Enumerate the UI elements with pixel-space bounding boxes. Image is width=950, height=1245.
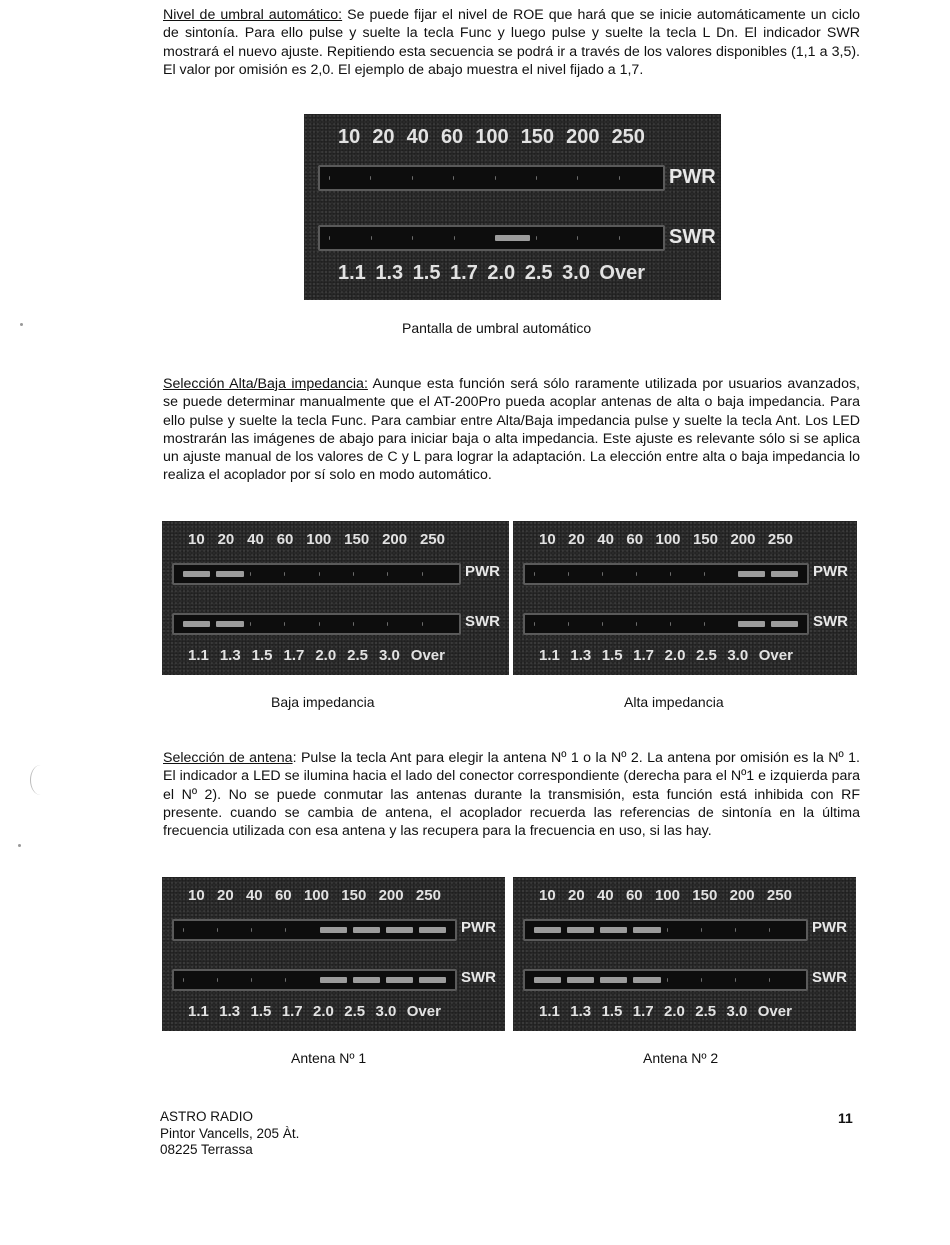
swr-scale-tick: 1.3 [219, 1003, 241, 1020]
pwr-scale [539, 531, 793, 548]
swr-scale-tick: 1.7 [283, 647, 305, 664]
led-segment-off [636, 572, 664, 576]
swr-bar [318, 225, 665, 251]
led-segment-off [387, 572, 415, 576]
led-segment-off [769, 928, 797, 932]
led-segment-off [285, 928, 313, 932]
figure-caption-left: Baja impedancia [271, 694, 375, 710]
led-segment-lit [567, 977, 594, 983]
led-segment-lit [633, 927, 660, 933]
led-segment-off [704, 622, 732, 626]
pwr-scale-tick: 100 [654, 887, 680, 904]
swr-label: SWR [461, 969, 496, 986]
swr-scale-tick: Over [410, 647, 445, 664]
led-segment-off [602, 572, 630, 576]
led-segment-off [387, 622, 415, 626]
led-segment-lit [353, 927, 380, 933]
led-segment-off [371, 236, 407, 240]
led-segment-lit [738, 571, 765, 577]
led-segment-off [319, 622, 347, 626]
led-segment-lit [771, 571, 798, 577]
led-segment-off [670, 572, 698, 576]
swr-scale [188, 1003, 441, 1020]
swr-scale-tick: 3.0 [378, 647, 400, 664]
swr-scale-tick: 1.7 [632, 1003, 654, 1020]
figure-caption-right: Antena Nº 2 [643, 1050, 719, 1066]
led-segment-lit [495, 235, 530, 241]
swr-scale-tick: Over [758, 647, 793, 664]
led-segment-off [353, 572, 381, 576]
pwr-scale-tick: 200 [730, 531, 756, 548]
swr-scale-tick: Over [757, 1003, 792, 1020]
figure-caption: Pantalla de umbral automático [402, 320, 592, 336]
section-impedance-text [163, 375, 860, 485]
pwr-scale-tick: 20 [372, 126, 395, 148]
pwr-scale-tick: 100 [475, 126, 509, 148]
section-body: Aunque esta función será sólo raramente utilizada por usuarios avanzados, se puede determinar manualmente que el AT-200Pro pueda acoplar antenas de alta o baja impedancia. Para ello pulse y suelte la tecla Func. Para cambiar entre Alta/Baja impedancia pulse y suelte la tecla Ant. Los LED mostrarán las imágenes de abajo para iniciar baja o alta impedancia. Este ajuste es relevante sólo si se aplica un ajuste manual de los valores de C y L para lograr la adaptación. La elección entre alta o baja impedancia lo realiza el acoplador por sí solo en modo automático. [163, 376, 860, 484]
led-segment-off [284, 572, 312, 576]
pwr-scale-tick: 40 [247, 531, 264, 548]
swr-scale-tick: 1.7 [281, 1003, 303, 1020]
led-segment-off [534, 572, 562, 576]
scan-speck [20, 323, 23, 326]
led-segment-off [285, 978, 313, 982]
led-segment-off [667, 928, 695, 932]
company-name: ASTRO RADIO [160, 1109, 254, 1124]
section-heading: Selección Alta/Baja impedancia: [163, 376, 368, 392]
swr-scale-tick: 2.0 [313, 1003, 334, 1020]
swr-bar [172, 613, 461, 635]
led-segment-lit [353, 977, 380, 983]
swr-scale-tick: 1.7 [450, 262, 478, 284]
led-segment-off [319, 572, 347, 576]
swr-scale-tick: 3.0 [375, 1003, 397, 1020]
swr-scale-tick: 2.0 [664, 1003, 685, 1020]
pwr-scale-tick: 150 [520, 126, 555, 148]
led-segment-lit [567, 927, 594, 933]
pwr-scale-tick: 60 [274, 887, 292, 904]
swr-scale-tick: 1.1 [539, 647, 560, 664]
page-number: 11 [838, 1110, 853, 1126]
pwr-scale-tick: 20 [217, 531, 235, 548]
led-segment-off [284, 622, 312, 626]
pwr-scale-tick: 10 [188, 887, 205, 904]
led-segment-off [701, 978, 729, 982]
pwr-scale-tick: 40 [406, 126, 429, 148]
pwr-scale-tick: 100 [655, 531, 681, 548]
swr-scale-tick: 2.5 [524, 262, 553, 284]
swr-bar [172, 969, 457, 991]
pwr-scale-tick: 40 [596, 887, 614, 904]
led-segment-lit [386, 927, 413, 933]
led-segment-off [183, 978, 211, 982]
led-segment-off [701, 928, 729, 932]
pwr-scale-tick: 20 [567, 887, 585, 904]
pwr-scale [539, 887, 792, 904]
led-segment-off [217, 928, 245, 932]
led-segment-off [534, 622, 562, 626]
swr-scale-tick: 1.3 [219, 647, 241, 664]
led-segment-off [577, 236, 613, 240]
pwr-scale-tick: 100 [303, 887, 329, 904]
swr-scale-tick: 1.1 [188, 1003, 209, 1020]
pwr-bar [172, 563, 461, 585]
led-segment-off [217, 978, 245, 982]
swr-scale-tick: Over [406, 1003, 441, 1020]
led-segment-off [769, 978, 797, 982]
pwr-scale-tick: 250 [611, 126, 645, 148]
led-segment-lit [419, 927, 446, 933]
led-segment-lit [183, 621, 210, 627]
pwr-scale-tick: 250 [766, 887, 792, 904]
led-display-baja-impedancia [162, 521, 509, 675]
swr-scale-tick: 2.5 [695, 1003, 717, 1020]
led-display-antena-2 [513, 877, 856, 1031]
led-segment-off [370, 176, 405, 180]
swr-scale-tick: 2.0 [315, 647, 337, 664]
section-heading: Selección de antena [163, 750, 293, 766]
swr-scale-tick: 2.5 [347, 647, 368, 664]
led-segment-lit [320, 977, 347, 983]
pwr-scale-tick: 250 [767, 531, 793, 548]
pwr-scale-tick: 250 [419, 531, 445, 548]
swr-scale [188, 647, 445, 664]
led-segment-off [183, 928, 211, 932]
swr-scale [539, 1003, 792, 1020]
led-segment-off [536, 236, 572, 240]
led-segment-off [670, 622, 698, 626]
pwr-scale-tick: 150 [344, 531, 370, 548]
led-segment-off [329, 176, 364, 180]
pwr-label: PWR [669, 166, 716, 188]
led-segment-off [602, 622, 630, 626]
pwr-scale-tick: 10 [539, 531, 556, 548]
pwr-scale-tick: 60 [440, 126, 464, 148]
section-body: Se puede fijar el nivel de ROE que hará que se inicie automáticamente un ciclo de sintonía. Para ello pulse y suelte la tecla Func y luego pulse y suelte la tecla L Dn. El indicador SWR mostrará el nuevo ajuste. Repitiendo esta secuencia se podrá ir a través de los valores disponibles (1,1 a 3,5). El valor por omisión es 2,0. El ejemplo de abajo muestra el nivel fijado a 1,7. [163, 7, 860, 78]
swr-scale-tick: 1.7 [633, 647, 655, 664]
swr-scale-tick: 3.0 [726, 1003, 748, 1020]
pwr-label: PWR [465, 563, 500, 580]
pwr-scale-tick: 10 [338, 126, 361, 148]
figure-caption-left: Antena Nº 1 [291, 1050, 367, 1066]
swr-label: SWR [813, 613, 848, 630]
swr-scale-tick: 1.3 [570, 1003, 592, 1020]
pwr-scale-tick: 10 [539, 887, 556, 904]
led-segment-off [453, 176, 488, 180]
led-segment-off [619, 176, 654, 180]
led-segment-lit [216, 621, 243, 627]
pwr-label: PWR [813, 563, 848, 580]
pwr-scale-tick: 100 [306, 531, 332, 548]
led-segment-lit [534, 927, 561, 933]
pwr-label: PWR [461, 919, 496, 936]
led-segment-lit [600, 927, 627, 933]
swr-scale-tick: 1.5 [250, 1003, 272, 1020]
street-address: Pintor Vancells, 205 Àt. [160, 1125, 300, 1141]
swr-label: SWR [465, 613, 500, 630]
led-segment-off [251, 928, 279, 932]
led-segment-off [454, 236, 490, 240]
section-body: : Pulse la tecla Ant para elegir la antena Nº 1 o la Nº 2. La antena por omisión es la Nº 1. El indicador a LED se ilumina hacia el lado del conector correspondiente (derecha para el Nº1 e izquierda para el Nº 2). No se puede conmutar las antenas durante la transmisión, esta función está inhibida con RF presente. cuando se cambia de antena, el acoplador recuerda las referencias de sintonía en la última frecuencia utilizada con esa antena y las recupera para la frecuencia en uso, si las hay. [163, 750, 860, 840]
pwr-scale-tick: 250 [415, 887, 441, 904]
pwr-scale-tick: 20 [568, 531, 585, 548]
swr-scale-tick: 1.1 [188, 647, 209, 664]
pwr-bar [523, 919, 808, 941]
pwr-scale-tick: 40 [597, 531, 614, 548]
led-segment-lit [738, 621, 765, 627]
led-segment-off [251, 978, 279, 982]
swr-scale [539, 647, 793, 664]
led-segment-off [422, 572, 450, 576]
pwr-scale-tick: 200 [566, 126, 600, 148]
led-segment-lit [216, 571, 243, 577]
swr-scale-tick: 1.5 [251, 647, 273, 664]
led-segment-lit [386, 977, 413, 983]
led-segment-off [568, 622, 596, 626]
led-segment-off [667, 978, 695, 982]
pwr-label: PWR [812, 919, 847, 936]
led-segment-off [636, 622, 664, 626]
led-segment-off [536, 176, 571, 180]
pwr-bar [172, 919, 457, 941]
led-segment-off [704, 572, 732, 576]
city-address: 08225 Terrassa [160, 1142, 253, 1157]
scan-speck [18, 844, 21, 847]
led-segment-lit [419, 977, 446, 983]
pwr-scale-tick: 60 [276, 531, 294, 548]
swr-scale-tick: 1.5 [601, 647, 623, 664]
swr-bar [523, 969, 808, 991]
swr-scale-tick: Over [599, 262, 645, 284]
pwr-scale-tick: 20 [216, 887, 234, 904]
pwr-scale-tick: 10 [188, 531, 205, 548]
pwr-scale-tick: 150 [692, 531, 718, 548]
scan-mark [30, 765, 51, 795]
swr-scale-tick: 2.5 [695, 647, 717, 664]
section-auto-threshold-text [163, 6, 860, 79]
led-segment-off [619, 236, 655, 240]
led-segment-off [735, 928, 763, 932]
led-display-alta-impedancia [513, 521, 857, 675]
pwr-scale [188, 887, 441, 904]
figure-caption-right: Alta impedancia [624, 694, 724, 710]
led-segment-off [577, 176, 612, 180]
pwr-scale-tick: 200 [378, 887, 404, 904]
pwr-scale-tick: 40 [245, 887, 263, 904]
pwr-scale [338, 126, 645, 149]
swr-scale-tick: 3.0 [562, 262, 590, 284]
pwr-scale-tick: 200 [382, 531, 408, 548]
led-segment-off [250, 622, 278, 626]
swr-label: SWR [669, 226, 716, 248]
led-segment-lit [771, 621, 798, 627]
led-segment-lit [534, 977, 561, 983]
led-segment-off [412, 236, 448, 240]
led-segment-off [353, 622, 381, 626]
led-segment-lit [183, 571, 210, 577]
swr-scale-tick: 2.0 [664, 647, 686, 664]
pwr-bar [318, 165, 665, 191]
swr-bar [523, 613, 809, 635]
swr-scale-tick: 2.0 [487, 262, 516, 284]
led-segment-off [329, 236, 365, 240]
led-segment-lit [633, 977, 660, 983]
swr-scale-tick: 1.1 [338, 262, 366, 284]
pwr-bar [523, 563, 809, 585]
pwr-scale-tick: 200 [729, 887, 755, 904]
led-segment-off [412, 176, 447, 180]
led-segment-off [422, 622, 450, 626]
swr-scale-tick: 1.1 [539, 1003, 560, 1020]
swr-scale-tick: 1.5 [412, 262, 441, 284]
swr-scale [338, 262, 645, 285]
pwr-scale [188, 531, 445, 548]
led-segment-lit [600, 977, 627, 983]
led-display-umbral [304, 114, 721, 300]
led-segment-off [495, 176, 530, 180]
footer-address [160, 1109, 299, 1159]
section-heading: Nivel de umbral automático: [163, 7, 343, 23]
led-display-antena-1 [162, 877, 505, 1031]
led-segment-off [568, 572, 596, 576]
section-antenna-text [163, 749, 860, 840]
swr-scale-tick: 3.0 [727, 647, 749, 664]
pwr-scale-tick: 60 [625, 887, 643, 904]
led-segment-off [735, 978, 763, 982]
pwr-scale-tick: 150 [692, 887, 718, 904]
pwr-scale-tick: 60 [626, 531, 644, 548]
swr-label: SWR [812, 969, 847, 986]
swr-scale-tick: 2.5 [344, 1003, 366, 1020]
pwr-scale-tick: 150 [341, 887, 367, 904]
led-segment-lit [320, 927, 347, 933]
swr-scale-tick: 1.3 [570, 647, 592, 664]
led-segment-off [250, 572, 278, 576]
swr-scale-tick: 1.5 [601, 1003, 623, 1020]
swr-scale-tick: 1.3 [375, 262, 404, 284]
